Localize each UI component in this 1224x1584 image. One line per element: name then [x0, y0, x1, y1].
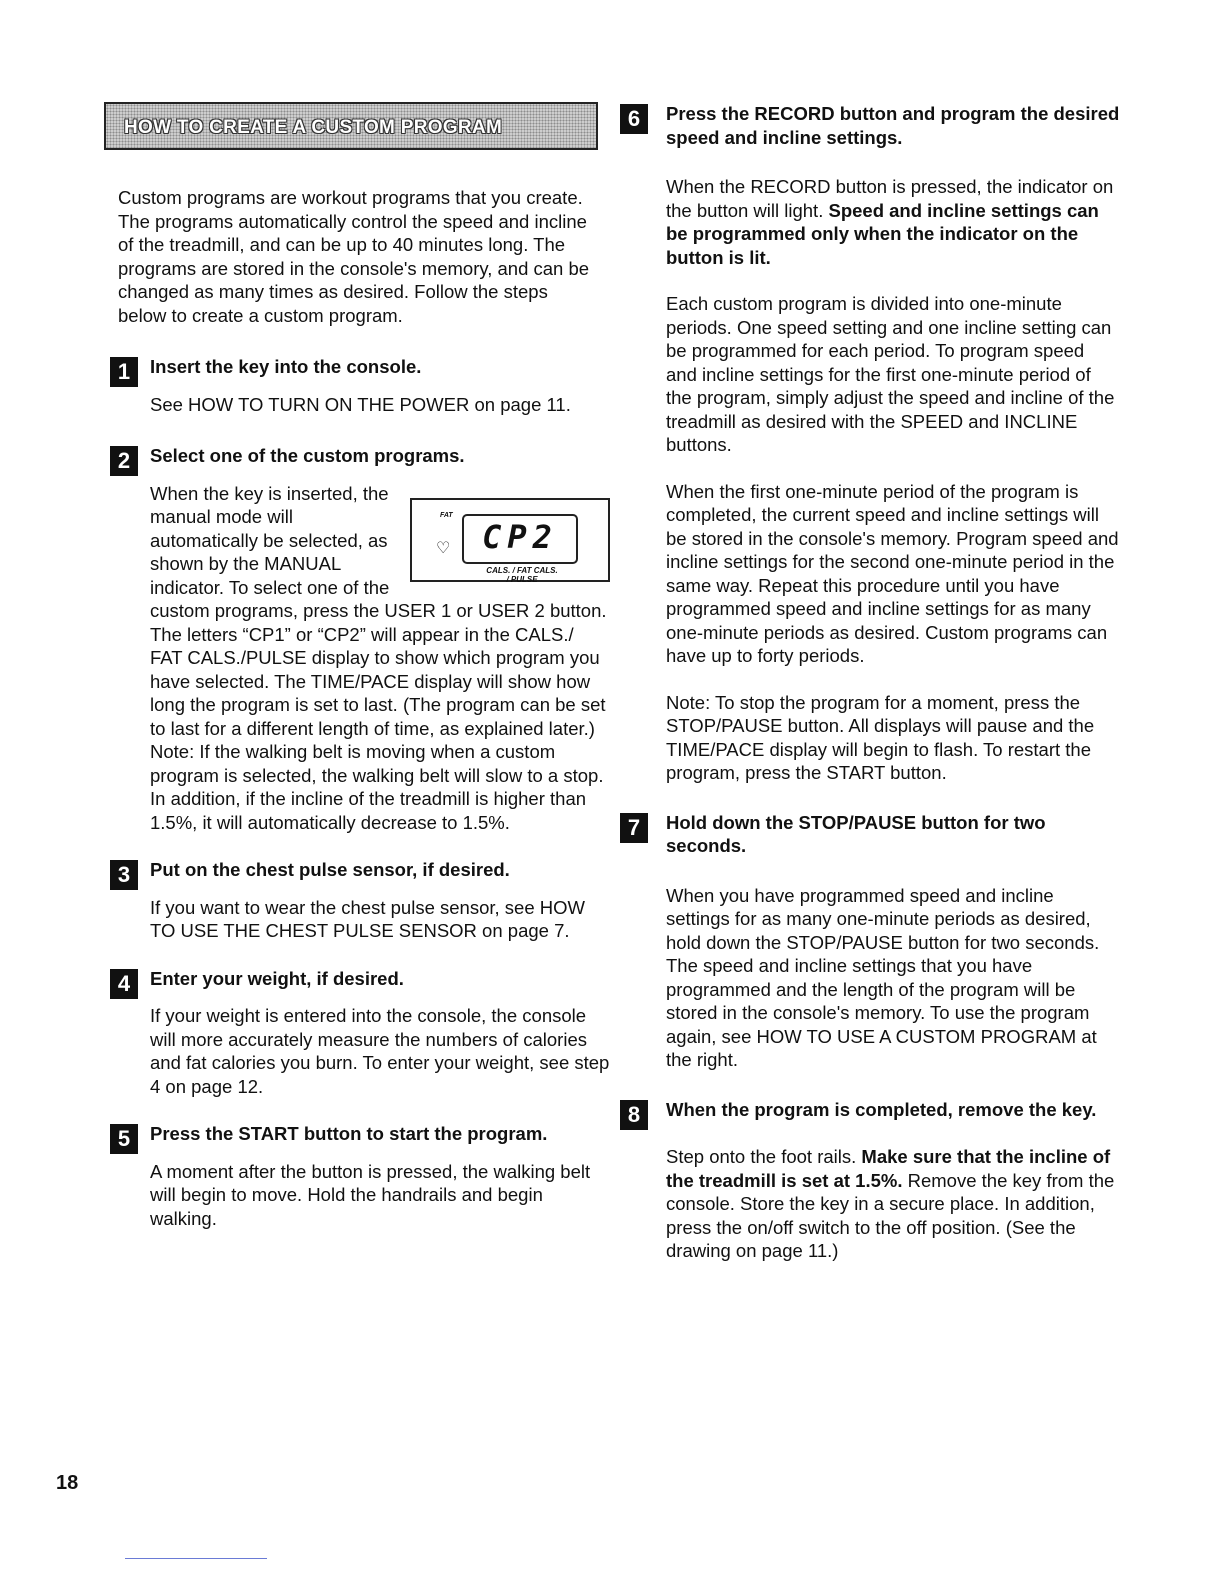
heart-icon: ♡ — [436, 539, 451, 557]
intro-paragraph: Custom programs are workout programs that you create. The programs automatically control the speed and incline of the treadmill, and can be up to 40 minutes long. The programs are stored in the console's memory, and can be changed as many times as desired. Follow the steps below to create a custom program. — [118, 187, 590, 326]
step-number: 6 — [620, 104, 648, 134]
lcd-readout: CP2 — [482, 517, 558, 556]
step-number: 4 — [110, 969, 138, 999]
left-column — [118, 186, 610, 1230]
step-text: See HOW TO TURN ON THE POWER on page 11. — [150, 393, 571, 415]
step-title: Put on the chest pulse sensor, if desired. — [150, 859, 510, 880]
step-text: If you want to wear the chest pulse sensor, see HOW TO USE THE CHEST PULSE SENSOR on page 7. — [150, 896, 585, 941]
step-text — [666, 1145, 1120, 1263]
step-text: Each custom program is divided into one-minute periods. One speed setting and one incline setting can be programmed for each period. To program speed and incline settings for the first one-minute period of the program, simply adjust the speed and incline of the treadmill as desired with the SPEED and INCLINE buttons. — [666, 293, 1115, 455]
step-number: 3 — [110, 860, 138, 890]
step-number: 5 — [110, 1124, 138, 1154]
fat-icon: FAT — [440, 511, 453, 519]
step-text: When you have programmed speed and incline settings for as many one-minute periods as desired, hold down the STOP/PAUSE button for two seconds. The speed and incline settings that you have programmed and the length of the program will be stored in the console's memory. To use the program again, see HOW TO USE A CUSTOM PROGRAM at the right. — [666, 884, 1100, 1070]
step-number: 2 — [110, 446, 138, 476]
footer-rule — [125, 1558, 267, 1559]
step-text-normal: When the RECORD button is pressed, the indicator on the button will light. — [666, 176, 1114, 221]
step-text-bold: Speed and incline settings can be programmed only when the indicator on the button is lit. — [666, 199, 1099, 268]
step-title: Insert the key into the console. — [150, 356, 422, 377]
lcd-label-line2: / PULSE — [506, 574, 538, 584]
step-title: Enter your weight, if desired. — [150, 967, 404, 989]
step-text: When the key is inserted, the manual mode will automatically be selected, as shown by the MANUAL indicator. To select one of the custom programs, press the USER 1 or USER 2 button. The letters “CP1” or “CP2” will appear in the CALS./ FAT CALS./PULSE display to show which program you have selected. The TIME/PACE display will show how long the program is set to last. (The program can be set to last for a different length of time, as explained later.) Note: If the walking belt is moving when a custom program is selected, the walking belt will slow to a stop. In addition, if the incline of the treadmill is higher than 1.5%, it will automatically decrease to 1.5%. — [150, 482, 607, 833]
step-title: Hold down the STOP/PAUSE button for two seconds. — [666, 811, 1046, 856]
lcd-screen — [462, 514, 578, 564]
step-title: When the program is completed, remove the key. — [666, 1098, 1097, 1120]
step-number: 1 — [110, 357, 138, 387]
step-title: Select one of the custom programs. — [150, 445, 465, 466]
step-2 — [118, 444, 610, 834]
lcd-label-line1: CALS. / FAT CALS. — [486, 565, 558, 575]
step-4 — [118, 967, 610, 1099]
step-8 — [620, 1098, 1120, 1263]
step-text-bold: Make sure that the incline of the treadmill is set at 1.5%. — [666, 1146, 1111, 1191]
step-title: Press the START button to start the program. — [150, 1123, 548, 1144]
lcd-label — [464, 566, 580, 584]
step-text: Note: To stop the program for a moment, press the STOP/PAUSE button. All displays will pause and the TIME/PACE display will begin to flash. To restart the program, press the START button. — [666, 691, 1095, 783]
console-display-figure — [410, 498, 610, 582]
step-1 — [118, 355, 610, 416]
step-3 — [118, 858, 610, 943]
step-text: A moment after the button is pressed, the walking belt will begin to move. Hold the handrails and begin walking. — [150, 1160, 591, 1229]
step-text: If your weight is entered into the console, the console will more accurately measure the numbers of calories and fat calories you burn. To enter your weight, see step 4 on page 12. — [150, 1005, 610, 1097]
step-text-normal: Remove the key from the console. Store the key in a secure place. In addition, press the on/off switch to the off position. (See the drawing on page 11.) — [666, 1169, 1115, 1261]
section-title: HOW TO CREATE A CUSTOM PROGRAM — [124, 117, 503, 138]
step-7 — [620, 811, 1120, 1072]
page-number: 18 — [56, 1472, 79, 1494]
step-text-normal: Step onto the foot rails. — [666, 1146, 862, 1167]
right-column — [620, 102, 1120, 1263]
step-title: Press the RECORD button and program the desired speed and incline settings. — [666, 103, 1120, 148]
step-5 — [118, 1122, 610, 1230]
step-6 — [620, 102, 1120, 149]
step-number: 7 — [620, 813, 648, 843]
step-text — [666, 175, 1120, 269]
step-number: 8 — [620, 1100, 648, 1130]
section-header-banner — [104, 102, 598, 150]
step-text: When the first one-minute period of the program is completed, the current speed and incline settings will be stored in the console's memory. Program speed and incline settings for the second one-minute period in the same way. Repeat this procedure until you have programmed speed and incline settings for as many one-minute periods as desired. Custom programs can have up to forty periods. — [666, 480, 1119, 666]
